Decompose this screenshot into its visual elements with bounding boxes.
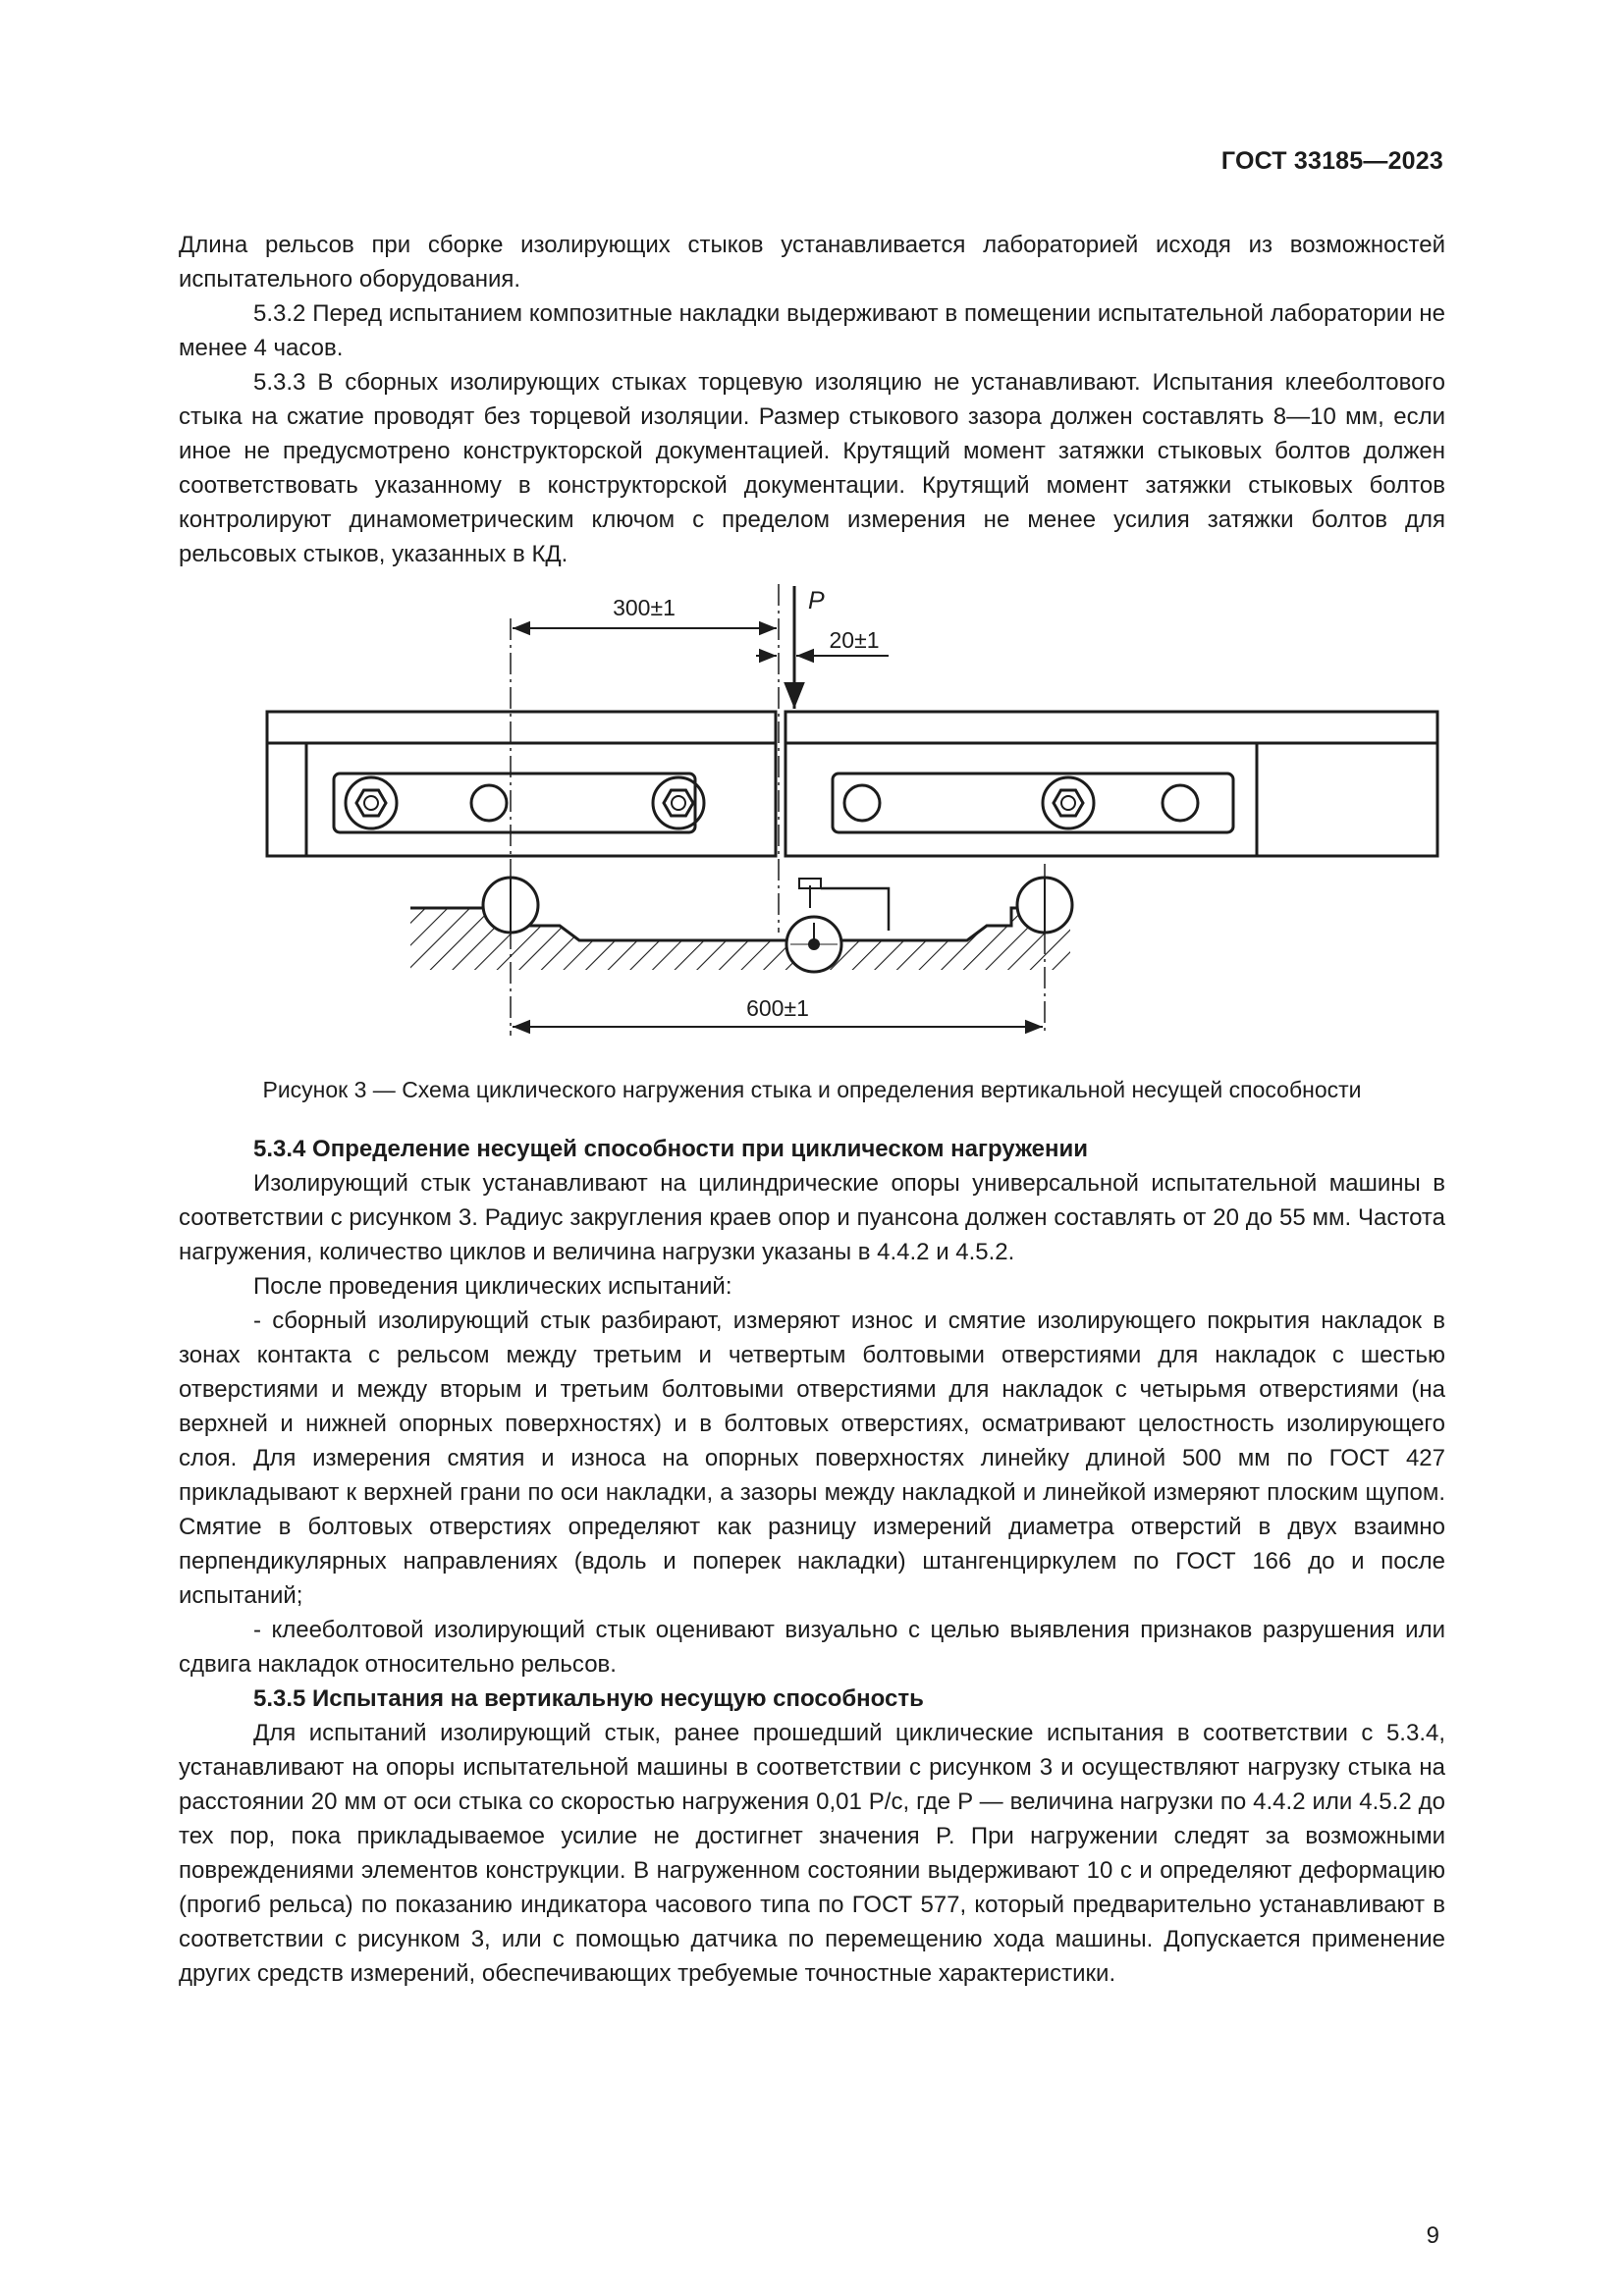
dimension-300-label: 300±1 [613,595,676,620]
dimension-20 [756,627,889,656]
heading-5-3-5: 5.3.5 Испытания на вертикальную несущую способность [253,1685,924,1712]
bolt-right-1 [1043,777,1094,828]
dimension-20-label: 20±1 [829,627,880,653]
bolt-left-1 [346,777,397,828]
bolt-hole-right-1 [844,785,880,821]
top-text-block [179,228,1445,571]
paragraph-5-3-4-after: После проведения циклических испытаний: [253,1273,732,1300]
paragraph-5-3-5: Для испытаний изолирующий стык, ранее прошедший циклические испытания в соответствии с 5.3.4, устанавливают на опоры испытательной машины в соответствии с рисунком 3 и осуществляют нагрузку стыка на расстоянии 20 мм от оси стыка со скоростью нагружения 0,01 P/с, где P — величина нагрузки по 4.4.2 или 4.5.2 до тех пор, пока прикладываемое усилие не достигнет значения P. При нагружении следят за возможными повреждениями элементов конструкции. В нагруженном состоянии выдерживают 10 с и определяют деформацию (прогиб рельса) по показанию индикатора часового типа по ГОСТ 577, который предварительно устанавливают в соответствии с рисунком 3, или с помощью датчика по перемещению хода машины. Допускается применение других средств измерений, обеспечивающих требуемые точностные характеристики. [179,1720,1445,1987]
load-label: P [808,587,825,614]
rail-right [785,712,1437,856]
list-item-glued-joint: - клееболтовой изолирующий стык оценивают визуально с целью выявления признаков разрушения или сдвига накладок относительно рельсов. [179,1617,1445,1678]
bolt-hole-left-1 [471,785,507,821]
dimension-600 [513,995,1043,1027]
dimension-600-label: 600±1 [746,995,809,1021]
rail-left [267,712,776,856]
figure-3-drawing [0,574,1624,1045]
standard-number-header: ГОСТ 33185—2023 [1220,147,1443,175]
load-arrow [794,586,825,709]
paragraph-5-3-3: 5.3.3 В сборных изолирующих стыках торцевую изоляцию не устанавливают. Испытания клееболтового стыка на сжатие проводят без торцевой изоляции. Размер стыкового зазора должен составлять 8—10 мм, если иное не предусмотрено конструкторской документацией. Крутящий момент затяжки стыковых болтов должен соответствовать указанному в конструкторской документации. Крутящий момент затяжки стыковых болтов контролируют динамометрическим ключом с пределом измерения не менее усилия затяжки болтов для рельсовых стыков, указанных в КД. [179,369,1445,567]
paragraph-5-3-4-intro: Изолирующий стык устанавливают на цилиндрические опоры универсальной испытательной машины в соответствии с рисунком 3. Радиус закругления краев опор и пуансона должен составлять от 20 до 55 мм. Частота нагружения, количество циклов и величина нагрузки указаны в 4.4.2 и 4.5.2. [179,1170,1445,1265]
dimension-300 [513,595,777,628]
figure-caption: Рисунок 3 — Схема циклического нагружения стыка и определения вертикальной несущей способности [262,1077,1362,1102]
paragraph-rail-length: Длина рельсов при сборке изолирующих стыков устанавливается лабораторией исходя из возможностей испытательного оборудования. [179,232,1445,293]
paragraph-5-3-2: 5.3.2 Перед испытанием композитные накладки выдерживают в помещении испытательной лаборатории не менее 4 часов. [179,300,1445,361]
bolt-hole-right-2 [1163,785,1198,821]
page-number: 9 [1426,2222,1439,2249]
list-item-assembled-joint: - сборный изолирующий стык разбирают, измеряют износ и смятие изолирующего покрытия накладок в зонах контакта с рельсом между третьим и четвертым болтовыми отверстиями для накладок с шестью отверстиями и между вторым и третьим болтовыми отверстиями для накладок с четырьмя отверстиями (на верхней и нижней опорных поверхностях) и в болтовых отверстиях, осматривают целостность изолирующего слоя. Для измерения смятия и износа на опорных поверхностях линейку длиной 500 мм по ГОСТ 427 прикладывают к верхней грани по оси накладки, а зазоры между накладкой и линейкой измеряют плоским щупом. Смятие в болтовых отверстиях определяют как разницу измерений диаметра отверстий в двух взаимно перпендикулярных направлениях (вдоль и поперек накладки) штангенциркулем по ГОСТ 166 до и после испытаний; [179,1308,1445,1609]
section-5-3-4 [179,1132,1445,1991]
heading-5-3-4: 5.3.4 Определение несущей способности при циклическом нагружении [253,1136,1089,1162]
